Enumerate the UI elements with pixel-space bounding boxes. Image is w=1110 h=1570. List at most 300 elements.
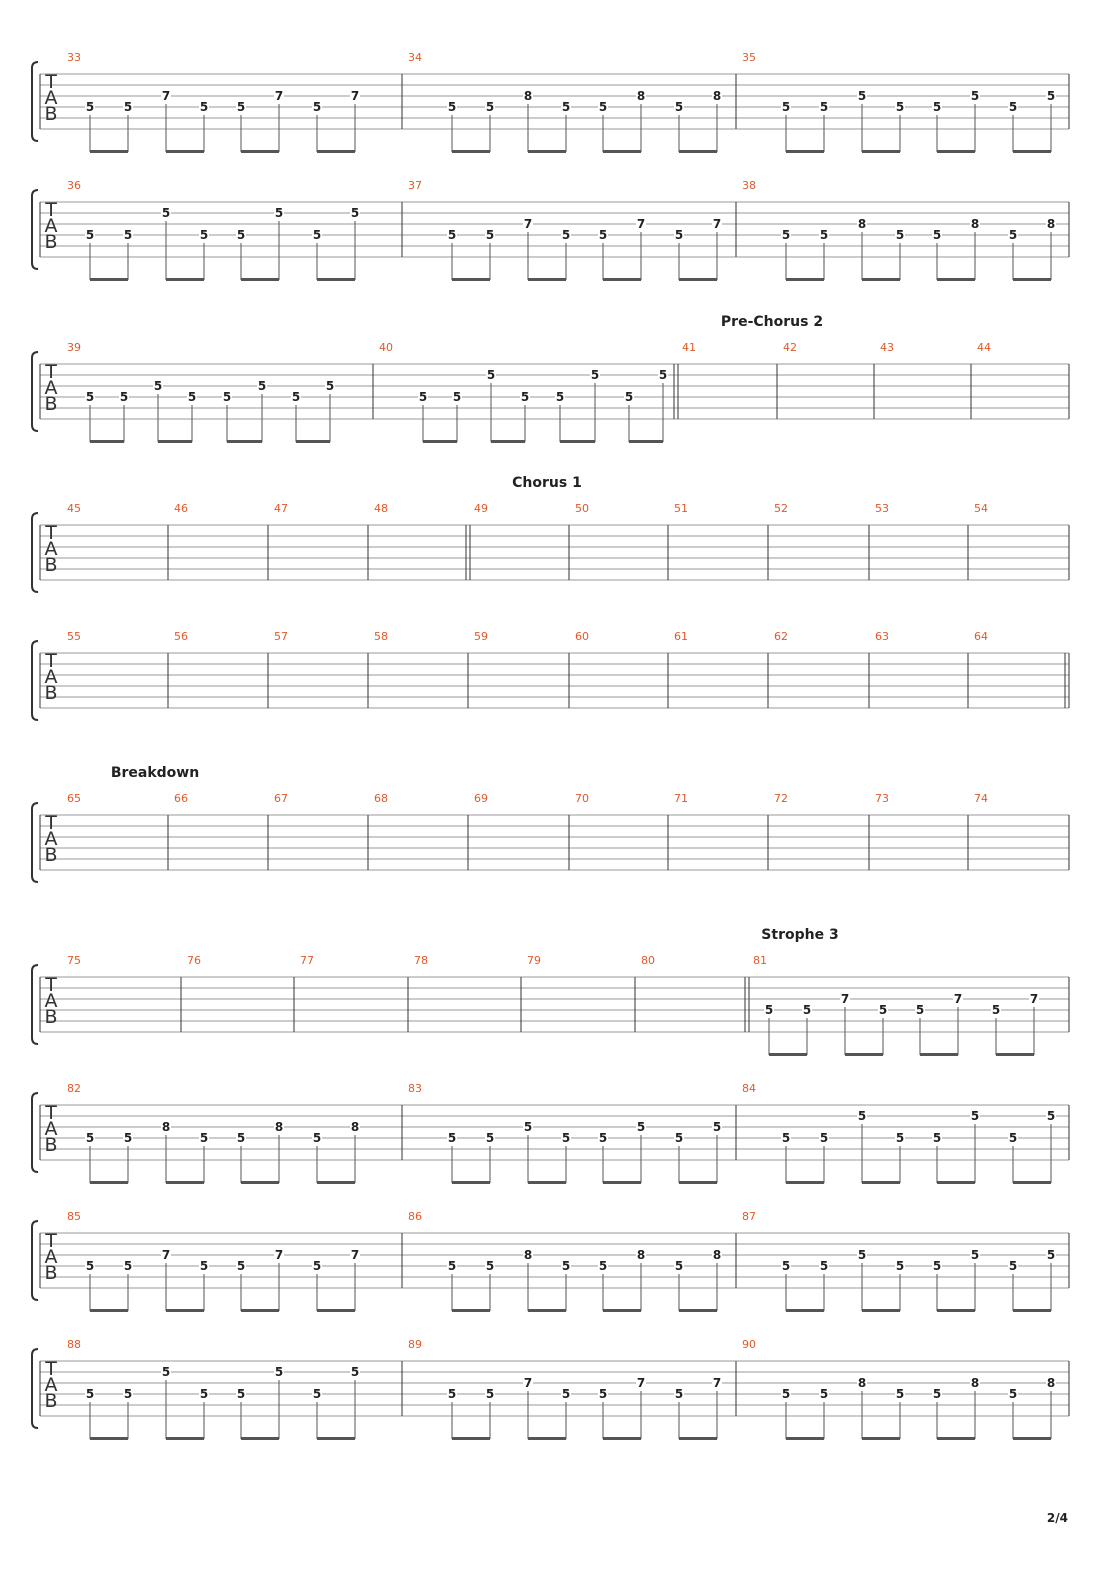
fret-number: 5	[274, 206, 284, 220]
tab-clef-letter: B	[44, 682, 58, 704]
tab-clef-letter: A	[44, 990, 58, 1012]
beam	[603, 1181, 641, 1184]
fret-number: 5	[598, 228, 608, 242]
fret-number: 5	[123, 100, 133, 114]
measure-number: 75	[67, 954, 81, 967]
fret-number: 5	[123, 1387, 133, 1401]
measure-number: 63	[875, 630, 889, 643]
fret-number: 5	[199, 1259, 209, 1273]
system-bracket	[32, 803, 38, 882]
beam	[603, 1309, 641, 1312]
beam	[937, 1309, 975, 1312]
system-bracket	[32, 1349, 38, 1428]
fret-number: 5	[85, 390, 95, 404]
fret-number: 5	[932, 228, 942, 242]
fret-number: 5	[819, 228, 829, 242]
measure-number: 89	[408, 1338, 422, 1351]
fret-number: 5	[590, 368, 600, 382]
measure-number: 55	[67, 630, 81, 643]
measure-number: 58	[374, 630, 388, 643]
measure-number: 42	[783, 341, 797, 354]
fret-number: 5	[764, 1003, 774, 1017]
fret-number: 5	[598, 1259, 608, 1273]
fret-number: 5	[85, 1131, 95, 1145]
beam	[937, 278, 975, 281]
beam	[90, 278, 128, 281]
fret-number: 7	[161, 89, 171, 103]
fret-number: 7	[712, 1376, 722, 1390]
fret-number: 5	[932, 1387, 942, 1401]
beam	[1013, 150, 1051, 153]
beam	[90, 440, 124, 443]
beam	[786, 1309, 824, 1312]
fret-number: 5	[486, 368, 496, 382]
beam	[937, 1181, 975, 1184]
beam	[862, 150, 900, 153]
measure-number: 50	[575, 502, 589, 515]
measure-number: 61	[674, 630, 688, 643]
fret-number: 7	[1029, 992, 1039, 1006]
beam	[786, 1437, 824, 1440]
fret-number: 5	[236, 100, 246, 114]
fret-number: 5	[970, 89, 980, 103]
fret-number: 5	[236, 1387, 246, 1401]
fret-number: 7	[523, 217, 533, 231]
measure-number: 64	[974, 630, 988, 643]
beam	[317, 150, 355, 153]
measure-number: 85	[67, 1210, 81, 1223]
fret-number: 8	[350, 1120, 360, 1134]
fret-number: 5	[523, 1120, 533, 1134]
fret-number: 5	[85, 1387, 95, 1401]
beam	[629, 440, 663, 443]
beam	[920, 1053, 958, 1056]
tab-clef-letter: B	[44, 554, 58, 576]
systems	[32, 51, 1069, 1440]
fret-number: 5	[636, 1120, 646, 1134]
fret-number: 5	[447, 1131, 457, 1145]
fret-number: 5	[674, 1259, 684, 1273]
beam	[786, 150, 824, 153]
tab-clef-letter: A	[44, 1374, 58, 1396]
fret-number: 5	[674, 100, 684, 114]
fret-number: 5	[598, 100, 608, 114]
measure-number: 82	[67, 1082, 81, 1095]
tab-clef-letter: B	[44, 1134, 58, 1156]
measure-number: 76	[187, 954, 201, 967]
fret-number: 5	[447, 228, 457, 242]
fret-number: 8	[712, 89, 722, 103]
fret-number: 5	[781, 1131, 791, 1145]
measure-number: 71	[674, 792, 688, 805]
beam	[158, 440, 192, 443]
measure-number: 54	[974, 502, 988, 515]
fret-number: 5	[895, 228, 905, 242]
fret-number: 5	[555, 390, 565, 404]
fret-number: 5	[1008, 100, 1018, 114]
fret-number: 5	[312, 1387, 322, 1401]
beam	[452, 150, 490, 153]
fret-number: 8	[970, 1376, 980, 1390]
tab-clef-letter: B	[44, 1262, 58, 1284]
section-title: Breakdown	[110, 765, 200, 781]
fret-number: 5	[895, 100, 905, 114]
measure-number: 67	[274, 792, 288, 805]
fret-number: 7	[953, 992, 963, 1006]
fret-number: 5	[85, 1259, 95, 1273]
measure-number: 72	[774, 792, 788, 805]
tab-clef-letter: A	[44, 87, 58, 109]
system-bracket	[32, 352, 38, 431]
measure-number: 79	[527, 954, 541, 967]
fret-number: 5	[561, 100, 571, 114]
fret-number: 5	[236, 1259, 246, 1273]
fret-number: 5	[895, 1259, 905, 1273]
fret-number: 5	[819, 100, 829, 114]
fret-number: 5	[520, 390, 530, 404]
tab-system	[32, 630, 1069, 720]
beam	[452, 1309, 490, 1312]
fret-number: 5	[236, 1131, 246, 1145]
beam	[603, 278, 641, 281]
tab-clef-letter: T	[45, 522, 57, 544]
system-bracket	[32, 641, 38, 720]
beam	[317, 1309, 355, 1312]
beam	[166, 150, 204, 153]
tab-clef-letter: T	[45, 974, 57, 996]
tab-clef-letter: A	[44, 538, 58, 560]
system-bracket	[32, 62, 38, 141]
fret-number: 8	[161, 1120, 171, 1134]
beam	[241, 278, 279, 281]
beam	[603, 150, 641, 153]
tab-clef-letter: B	[44, 1006, 58, 1028]
fret-number: 5	[222, 390, 232, 404]
fret-number: 7	[523, 1376, 533, 1390]
beam	[679, 1309, 717, 1312]
fret-number: 8	[274, 1120, 284, 1134]
beam	[227, 440, 262, 443]
fret-number: 8	[523, 89, 533, 103]
beam	[679, 278, 717, 281]
beam	[996, 1053, 1034, 1056]
fret-number: 7	[161, 1248, 171, 1262]
fret-number: 7	[636, 1376, 646, 1390]
measure-number: 59	[474, 630, 488, 643]
beam	[560, 440, 595, 443]
fret-number: 5	[161, 1365, 171, 1379]
beam	[491, 440, 525, 443]
beam	[786, 278, 824, 281]
measure-number: 68	[374, 792, 388, 805]
fret-number: 5	[781, 228, 791, 242]
measure-number: 70	[575, 792, 589, 805]
fret-number: 5	[199, 1131, 209, 1145]
fret-number: 5	[802, 1003, 812, 1017]
beam	[845, 1053, 883, 1056]
fret-number: 5	[350, 1365, 360, 1379]
beam	[452, 278, 490, 281]
tab-clef-letter: A	[44, 1118, 58, 1140]
fret-number: 5	[674, 1387, 684, 1401]
tab-clef-letter: A	[44, 215, 58, 237]
measure-number: 90	[742, 1338, 756, 1351]
measure-number: 46	[174, 502, 188, 515]
beam	[528, 278, 566, 281]
tab-system	[32, 927, 1069, 1056]
beam	[862, 1309, 900, 1312]
fret-number: 5	[561, 1131, 571, 1145]
measure-number: 65	[67, 792, 81, 805]
tab-clef-letter: T	[45, 361, 57, 383]
beam	[1013, 1437, 1051, 1440]
tab-clef-letter: A	[44, 666, 58, 688]
tab-clef-letter: B	[44, 103, 58, 125]
beam	[528, 1181, 566, 1184]
fret-number: 7	[350, 89, 360, 103]
fret-number: 5	[452, 390, 462, 404]
fret-number: 5	[123, 1259, 133, 1273]
fret-number: 5	[915, 1003, 925, 1017]
fret-number: 5	[561, 228, 571, 242]
measure-number: 57	[274, 630, 288, 643]
tab-clef-letter: B	[44, 231, 58, 253]
beam	[862, 1437, 900, 1440]
tab-system	[32, 1082, 1069, 1184]
tab-clef-letter: A	[44, 828, 58, 850]
fret-number: 5	[85, 100, 95, 114]
measure-number: 51	[674, 502, 688, 515]
fret-number: 5	[485, 100, 495, 114]
fret-number: 5	[991, 1003, 1001, 1017]
system-bracket	[32, 965, 38, 1044]
tab-system	[32, 1210, 1069, 1312]
fret-number: 5	[970, 1109, 980, 1123]
fret-number: 5	[895, 1131, 905, 1145]
fret-number: 8	[1046, 1376, 1056, 1390]
beam	[166, 278, 204, 281]
measure-number: 43	[880, 341, 894, 354]
fret-number: 5	[485, 1387, 495, 1401]
fret-number: 5	[447, 100, 457, 114]
section-title: Pre-Chorus 2	[720, 314, 824, 330]
fret-number: 5	[1008, 1259, 1018, 1273]
beam	[166, 1181, 204, 1184]
fret-number: 5	[291, 390, 301, 404]
fret-number: 5	[712, 1120, 722, 1134]
measure-number: 39	[67, 341, 81, 354]
measure-number: 37	[408, 179, 422, 192]
fret-number: 5	[598, 1387, 608, 1401]
fret-number: 5	[312, 1259, 322, 1273]
beam	[1013, 1181, 1051, 1184]
section-title: Chorus 1	[512, 475, 582, 491]
fret-number: 5	[658, 368, 668, 382]
fret-number: 5	[325, 379, 335, 393]
fret-number: 5	[781, 100, 791, 114]
beam	[679, 150, 717, 153]
fret-number: 5	[674, 1131, 684, 1145]
fret-number: 8	[712, 1248, 722, 1262]
fret-number: 5	[819, 1259, 829, 1273]
measure-number: 44	[977, 341, 991, 354]
beam	[241, 150, 279, 153]
measure-number: 77	[300, 954, 314, 967]
fret-number: 8	[1046, 217, 1056, 231]
tab-clef-letter: B	[44, 393, 58, 415]
tab-system	[32, 765, 1069, 882]
fret-number: 8	[857, 1376, 867, 1390]
fret-number: 5	[1046, 1109, 1056, 1123]
beam	[528, 1309, 566, 1312]
tab-clef-letter: T	[45, 1230, 57, 1252]
measure-number: 86	[408, 1210, 422, 1223]
fret-number: 5	[447, 1259, 457, 1273]
beam	[528, 150, 566, 153]
beam	[603, 1437, 641, 1440]
fret-number: 5	[274, 1365, 284, 1379]
measure-number: 74	[974, 792, 988, 805]
fret-number: 5	[598, 1131, 608, 1145]
fret-number: 5	[119, 390, 129, 404]
tab-clef-letter: T	[45, 812, 57, 834]
fret-number: 5	[485, 228, 495, 242]
tab-clef-letter: T	[45, 71, 57, 93]
fret-number: 5	[932, 100, 942, 114]
page-number: 2/4	[1046, 1511, 1068, 1525]
beam	[1013, 1309, 1051, 1312]
fret-number: 7	[712, 217, 722, 231]
beam	[241, 1181, 279, 1184]
system-bracket	[32, 513, 38, 592]
fret-number: 5	[312, 1131, 322, 1145]
beam	[90, 1309, 128, 1312]
tab-clef-letter: T	[45, 1358, 57, 1380]
beam	[241, 1309, 279, 1312]
beam	[452, 1181, 490, 1184]
measure-number: 33	[67, 51, 81, 64]
fret-number: 7	[274, 1248, 284, 1262]
fret-number: 5	[878, 1003, 888, 1017]
measure-number: 69	[474, 792, 488, 805]
measure-number: 56	[174, 630, 188, 643]
tab-clef-letter: T	[45, 199, 57, 221]
measure-number: 49	[474, 502, 488, 515]
fret-number: 5	[199, 1387, 209, 1401]
fret-number: 5	[781, 1387, 791, 1401]
beam	[679, 1181, 717, 1184]
system-bracket	[32, 190, 38, 269]
beam	[937, 1437, 975, 1440]
fret-number: 5	[857, 1109, 867, 1123]
measure-number: 40	[379, 341, 393, 354]
system-bracket	[32, 1093, 38, 1172]
measure-number: 78	[414, 954, 428, 967]
tab-clef-letter: T	[45, 1102, 57, 1124]
fret-number: 7	[840, 992, 850, 1006]
beam	[317, 1437, 355, 1440]
beam	[423, 440, 457, 443]
fret-number: 7	[350, 1248, 360, 1262]
measure-number: 73	[875, 792, 889, 805]
fret-number: 7	[274, 89, 284, 103]
measure-number: 53	[875, 502, 889, 515]
measure-number: 81	[753, 954, 767, 967]
fret-number: 5	[1008, 228, 1018, 242]
fret-number: 5	[819, 1131, 829, 1145]
measure-number: 48	[374, 502, 388, 515]
fret-number: 5	[485, 1259, 495, 1273]
measure-number: 84	[742, 1082, 756, 1095]
measure-number: 80	[641, 954, 655, 967]
fret-number: 5	[236, 228, 246, 242]
measure-number: 38	[742, 179, 756, 192]
fret-number: 5	[561, 1259, 571, 1273]
fret-number: 5	[199, 228, 209, 242]
tab-system	[32, 314, 1069, 443]
measure-number: 66	[174, 792, 188, 805]
beam	[786, 1181, 824, 1184]
fret-number: 5	[895, 1387, 905, 1401]
fret-number: 5	[561, 1387, 571, 1401]
measure-number: 34	[408, 51, 422, 64]
beam	[679, 1437, 717, 1440]
fret-number: 5	[857, 1248, 867, 1262]
measure-number: 62	[774, 630, 788, 643]
tab-system	[32, 1338, 1069, 1440]
measure-number: 41	[682, 341, 696, 354]
tab-system	[32, 475, 1069, 592]
beam	[90, 150, 128, 153]
fret-number: 5	[857, 89, 867, 103]
tab-clef-letter: A	[44, 377, 58, 399]
fret-number: 5	[932, 1131, 942, 1145]
beam	[241, 1437, 279, 1440]
fret-number: 5	[85, 228, 95, 242]
fret-number: 5	[674, 228, 684, 242]
fret-number: 8	[636, 89, 646, 103]
fret-number: 5	[153, 379, 163, 393]
beam	[452, 1437, 490, 1440]
fret-number: 5	[1046, 89, 1056, 103]
measure-number: 52	[774, 502, 788, 515]
fret-number: 5	[624, 390, 634, 404]
fret-number: 5	[312, 228, 322, 242]
beam	[937, 150, 975, 153]
tab-clef-letter: T	[45, 650, 57, 672]
measure-number: 45	[67, 502, 81, 515]
fret-number: 8	[636, 1248, 646, 1262]
tab-clef-letter: A	[44, 1246, 58, 1268]
beam	[166, 1309, 204, 1312]
fret-number: 5	[970, 1248, 980, 1262]
fret-number: 5	[123, 228, 133, 242]
fret-number: 8	[857, 217, 867, 231]
system-bracket	[32, 1221, 38, 1300]
fret-number: 5	[447, 1387, 457, 1401]
measure-number: 35	[742, 51, 756, 64]
tab-system	[32, 179, 1069, 281]
beam	[317, 278, 355, 281]
fret-number: 5	[819, 1387, 829, 1401]
fret-number: 8	[970, 217, 980, 231]
beam	[90, 1437, 128, 1440]
fret-number: 5	[418, 390, 428, 404]
fret-number: 7	[636, 217, 646, 231]
measure-number: 87	[742, 1210, 756, 1223]
fret-number: 5	[312, 100, 322, 114]
measure-number: 60	[575, 630, 589, 643]
